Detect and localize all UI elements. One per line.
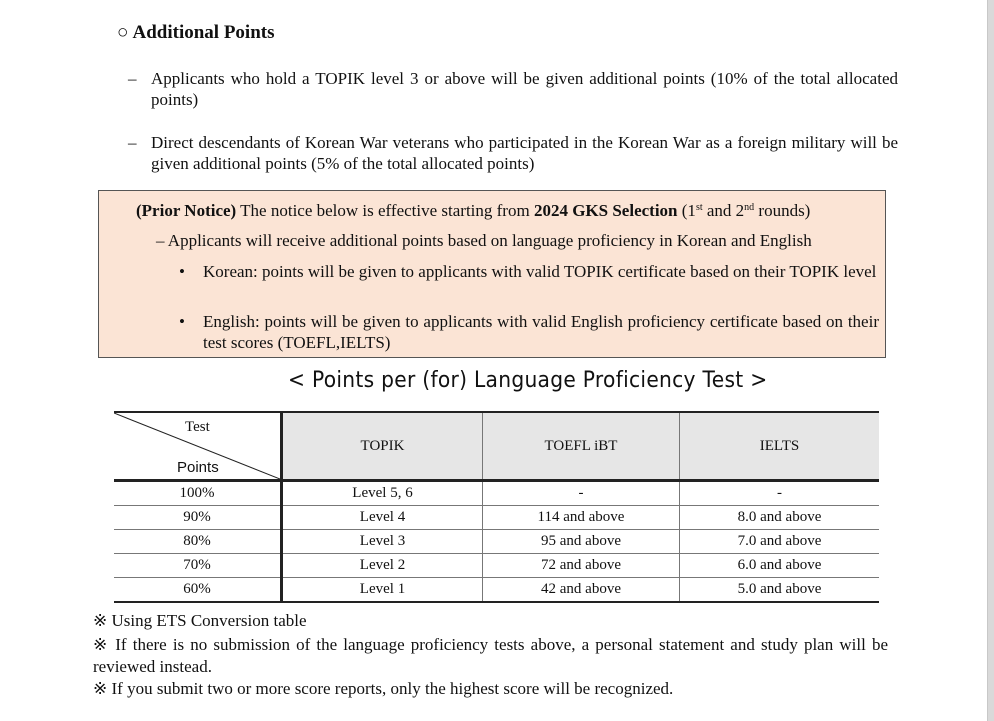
table-cell: 70% [114, 554, 282, 578]
table-cell: Level 2 [282, 554, 483, 578]
notice-label: (Prior Notice) [136, 201, 237, 220]
ordinal-suffix: nd [744, 202, 755, 213]
table-row [114, 530, 879, 554]
notice-bullet-text: English: points will be given to applicants with valid English proficiency certificate based on their test scores (TOEFL,IELTS) [203, 312, 879, 352]
notice-text: The notice below is effective starting from [236, 201, 534, 220]
list-item [128, 68, 898, 110]
prior-notice-box [98, 190, 886, 358]
table-cell: - [483, 481, 680, 506]
notice-text: rounds) [754, 201, 811, 220]
table-cell: 5.0 and above [680, 578, 880, 603]
bullet-dot-icon: • [179, 312, 185, 331]
table-title: < Points per (for) Language Proficiency Test > [288, 368, 768, 393]
bullet-dot-icon: • [179, 262, 185, 281]
table-cell: 8.0 and above [680, 506, 880, 530]
notice-headline [136, 201, 810, 221]
table-cell: 42 and above [483, 578, 680, 603]
notice-bullet-text: Korean: points will be given to applicants with valid TOPIK certificate based on their TOPIK level [203, 262, 877, 281]
table-cell: Level 5, 6 [282, 481, 483, 506]
corner-label-test: Test [185, 419, 210, 435]
table-row [114, 554, 879, 578]
table-cell: 90% [114, 506, 282, 530]
table-cell: Level 1 [282, 578, 483, 603]
dash-bullet: – [128, 133, 137, 152]
table-header-row [114, 412, 879, 481]
column-header: TOEFL iBT [483, 412, 680, 481]
table-cell: 60% [114, 578, 282, 603]
column-header: IELTS [680, 412, 880, 481]
table-cell: Level 3 [282, 530, 483, 554]
table-cell: 72 and above [483, 554, 680, 578]
notice-dash-line: – Applicants will receive additional points based on language proficiency in Korean and English [156, 231, 812, 250]
table-corner-cell [114, 412, 282, 481]
table-cell: 80% [114, 530, 282, 554]
table-row [114, 578, 879, 603]
section-title: Additional Points [132, 22, 275, 43]
footnote: ※ Using ETS Conversion table [93, 611, 307, 630]
points-table [114, 411, 879, 603]
table-row [114, 481, 879, 506]
table-cell: 7.0 and above [680, 530, 880, 554]
circle-bullet-icon: ○ [117, 22, 129, 43]
footnote: ※ If you submit two or more score reports, only the highest score will be recognized. [93, 679, 674, 698]
ordinal-suffix: st [695, 202, 703, 213]
table-row [114, 506, 879, 530]
footnote: ※ If there is no submission of the language proficiency tests above, a personal statement and study plan will be reviewed instead. [93, 635, 888, 676]
scrollbar-track[interactable] [987, 0, 994, 721]
notice-bullet [179, 311, 879, 353]
notice-selection: 2024 GKS Selection [533, 201, 678, 220]
section-heading [117, 22, 275, 44]
table-cell: 114 and above [483, 506, 680, 530]
dash-bullet: – [128, 69, 137, 88]
table-cell: - [680, 481, 880, 506]
list-item-text: Applicants who hold a TOPIK level 3 or above will be given additional points (10% of the total allocated points) [151, 69, 898, 109]
table-cell: Level 4 [282, 506, 483, 530]
table-cell: 100% [114, 481, 282, 506]
corner-label-points: Points [177, 459, 219, 476]
column-header: TOPIK [282, 412, 483, 481]
notice-bullet [179, 261, 879, 282]
notice-text: (1 [677, 201, 696, 220]
list-item-text: Direct descendants of Korean War veterans who participated in the Korean War as a foreign military will be given additional points (5% of the total allocated points) [151, 133, 898, 173]
list-item [128, 132, 898, 174]
notice-text: and 2 [702, 201, 745, 220]
table-cell: 95 and above [483, 530, 680, 554]
table-cell: 6.0 and above [680, 554, 880, 578]
